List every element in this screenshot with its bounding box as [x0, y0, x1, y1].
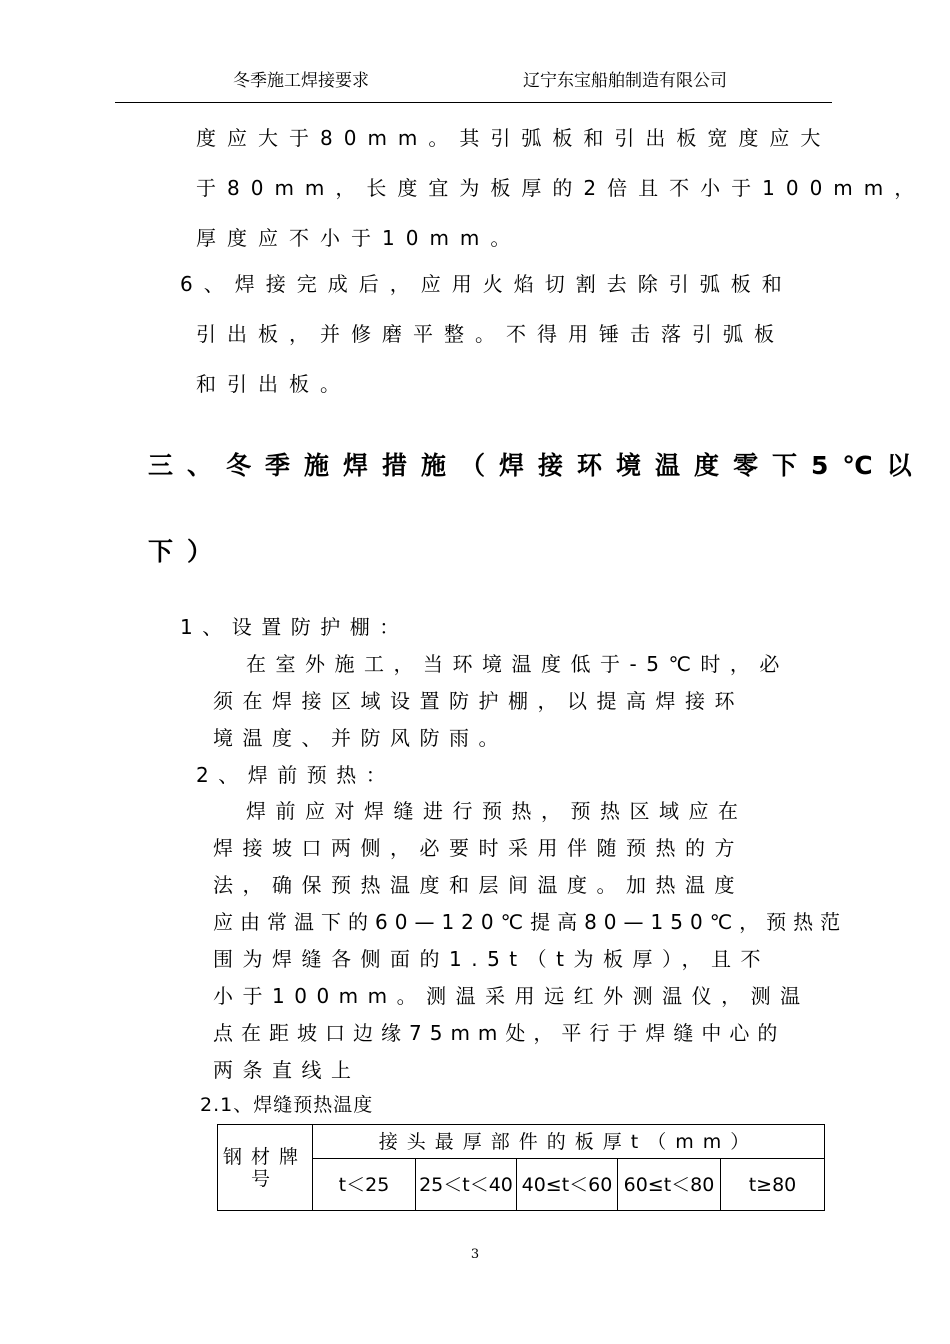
body-line-1: 度应大于80mm。其引弧板和引出板宽度应大: [196, 126, 832, 150]
item2-line-1: 焊前应对焊缝进行预热，预热区域应在: [246, 799, 748, 823]
item2-line-6: 小于100mm。测温采用远红外测温仪，测温: [213, 984, 810, 1008]
item2-line-8: 两条直线上: [213, 1058, 361, 1082]
section-heading-line-2: 下）: [148, 537, 227, 566]
header-title: 冬季施工焊接要求: [233, 71, 369, 91]
item1-line-2: 须在焊接区域设置防护棚，以提高焊接环: [213, 689, 744, 713]
item2-title: 2、焊前预热：: [196, 763, 396, 787]
section-heading-line-1: 三、冬季施焊措施（焊接环境温度零下5℃以: [148, 451, 926, 480]
item1-line-3: 境温度、并防风防雨。: [213, 726, 508, 750]
body-line-5: 引出板，并修磨平整。不得用锤击落引弧板: [196, 322, 785, 346]
column-header: 25＜t＜40: [416, 1159, 517, 1211]
table-caption: 2.1、焊缝预热温度: [200, 1094, 374, 1116]
row-header-cell: 钢材牌号: [218, 1125, 313, 1211]
item1-title: 1、设置防护棚：: [180, 615, 409, 639]
body-line-2: 于80mm，长度宜为板厚的2倍且不小于100mm，: [196, 176, 926, 200]
item2-line-2: 焊接坡口两侧，必要时采用伴随预热的方: [213, 836, 744, 860]
item2-line-5: 围为焊缝各侧面的1.5t（t为板厚），且不: [213, 947, 770, 971]
header-company: 辽宁东宝船舶制造有限公司: [523, 71, 727, 91]
column-header: t＜25: [313, 1159, 416, 1211]
preheat-table: [217, 1124, 825, 1211]
body-line-6: 和引出板。: [196, 372, 351, 396]
page-header: [115, 64, 832, 103]
column-header: t≥80: [721, 1159, 825, 1211]
column-header: 60≤t＜80: [618, 1159, 721, 1211]
body-line-3: 厚度应不小于10mm。: [196, 226, 522, 250]
group-header-cell: 接头最厚部件的板厚t（mm）: [313, 1125, 825, 1159]
item2-line-7: 点在距坡口边缘75mm处，平行于焊缝中心的: [213, 1021, 786, 1045]
item2-line-3: 法，确保预热温度和层间温度。加热温度: [213, 873, 744, 897]
page-number: 3: [470, 1247, 480, 1262]
body-line-4: 6、焊接完成后，应用火焰切割去除引弧板和: [180, 272, 793, 296]
item1-line-1: 在室外施工，当环境温度低于-5℃时，必: [246, 652, 789, 676]
item2-line-4: 应由常温下的60—120℃提高80—150℃，预热范: [213, 910, 848, 934]
column-header: 40≤t＜60: [517, 1159, 618, 1211]
